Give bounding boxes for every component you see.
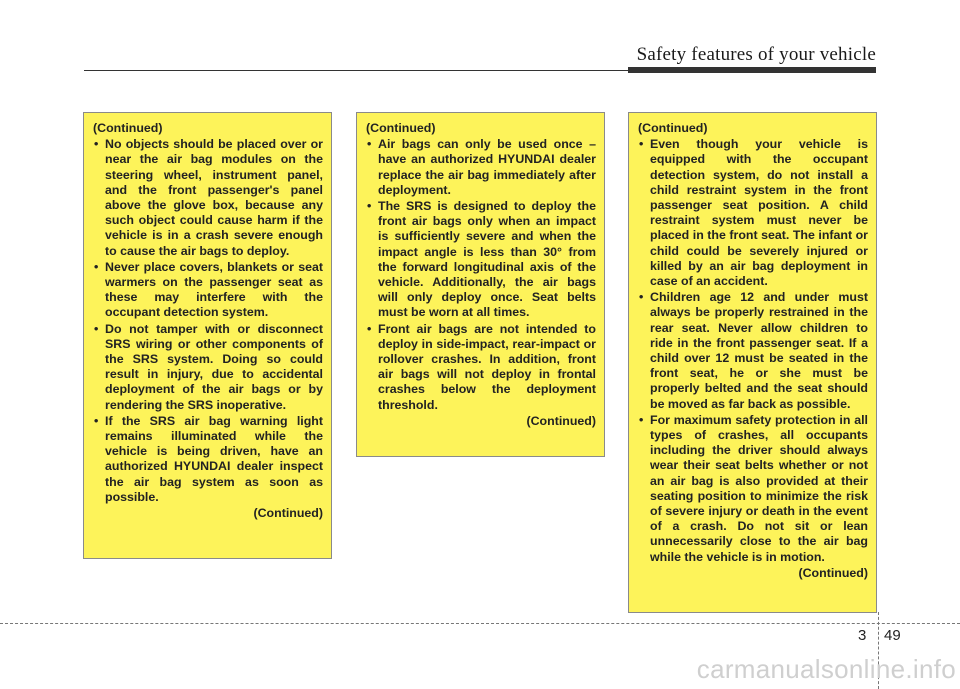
header-title: Safety features of your vehicle (636, 44, 876, 65)
list-item: • For maximum safety protection in all types of crashes, all occupants including the driver should always wear their seat belts whether or not an air bag is also provided at their seating position to minimize the risk of severe injury or death in the event of a crash. Do not sit or lean unnecessarily close to the air bag while the vehicle is in motion. (638, 413, 868, 565)
warning-box-2 (356, 112, 605, 457)
footer-rule (0, 623, 960, 624)
continued-label: (Continued) (638, 121, 708, 135)
chapter-number: 3 (858, 627, 867, 644)
list-item: • Children age 12 and under must always be properly restrained in the rear seat. Never allow children to ride in the front passenger seat. If a child over 12 must be seated in the front seat, he or she must be properly belted and the seat should be moved as far back as possible. (638, 290, 868, 412)
list-item: • No objects should be placed over or near the air bag modules on the steering wheel, instrument panel, and the front passenger's panel above the glove box, because any such object could cause harm if the vehicle is in a crash severe enough to cause the air bags to deploy. (93, 137, 323, 259)
continued-label: (Continued) (253, 506, 323, 521)
list-item: • Front air bags are not intended to deploy in side-impact, rear-impact or rollover crashes. In addition, front air bags will not deploy in frontal crashes below the deployment threshold. (366, 322, 596, 413)
warning-box-1 (83, 112, 332, 559)
warning-list (366, 137, 596, 413)
warning-list (638, 137, 868, 565)
list-item: • Do not tamper with or disconnect SRS wiring or other components of the SRS system. Doing so could result in injury, due to accidental deployment of the air bags or by rendering the SRS inoperative. (93, 322, 323, 413)
list-item: • If the SRS air bag warning light remains illuminated while the vehicle is being driven, have an authorized HYUNDAI dealer inspect the air bag system as soon as possible. (93, 414, 323, 505)
warning-list (93, 137, 323, 505)
continued-label: (Continued) (798, 565, 868, 580)
header-rule-accent (628, 67, 876, 73)
warning-box-3 (628, 112, 877, 613)
continued-label: (Continued) (366, 121, 436, 135)
list-item: • Never place covers, blankets or seat warmers on the passenger seat as these may interfere with the occupant detection system. (93, 260, 323, 321)
continued-label: (Continued) (93, 121, 163, 135)
list-item: • Even though your vehicle is equipped with the occupant detection system, do not install a child restraint system in the front passenger seat position. A child restraint system must never be placed in the front seat. The infant or child could be severely injured or killed by an air bag deployment in case of an accident. (638, 137, 868, 289)
continued-label: (Continued) (526, 413, 596, 428)
list-item: • The SRS is designed to deploy the front air bags only when an impact is sufficiently severe and when the impact angle is less than 30° from the forward longitudinal axis of the vehicle. Additionally, the air bags will only deploy once. Seat belts must be worn at all times. (366, 199, 596, 321)
watermark: carmanualsonline.info (696, 654, 956, 684)
list-item: • Air bags can only be used once – have an authorized HYUNDAI dealer replace the air bag immediately after deployment. (366, 137, 596, 198)
page-number: 49 (884, 627, 901, 644)
